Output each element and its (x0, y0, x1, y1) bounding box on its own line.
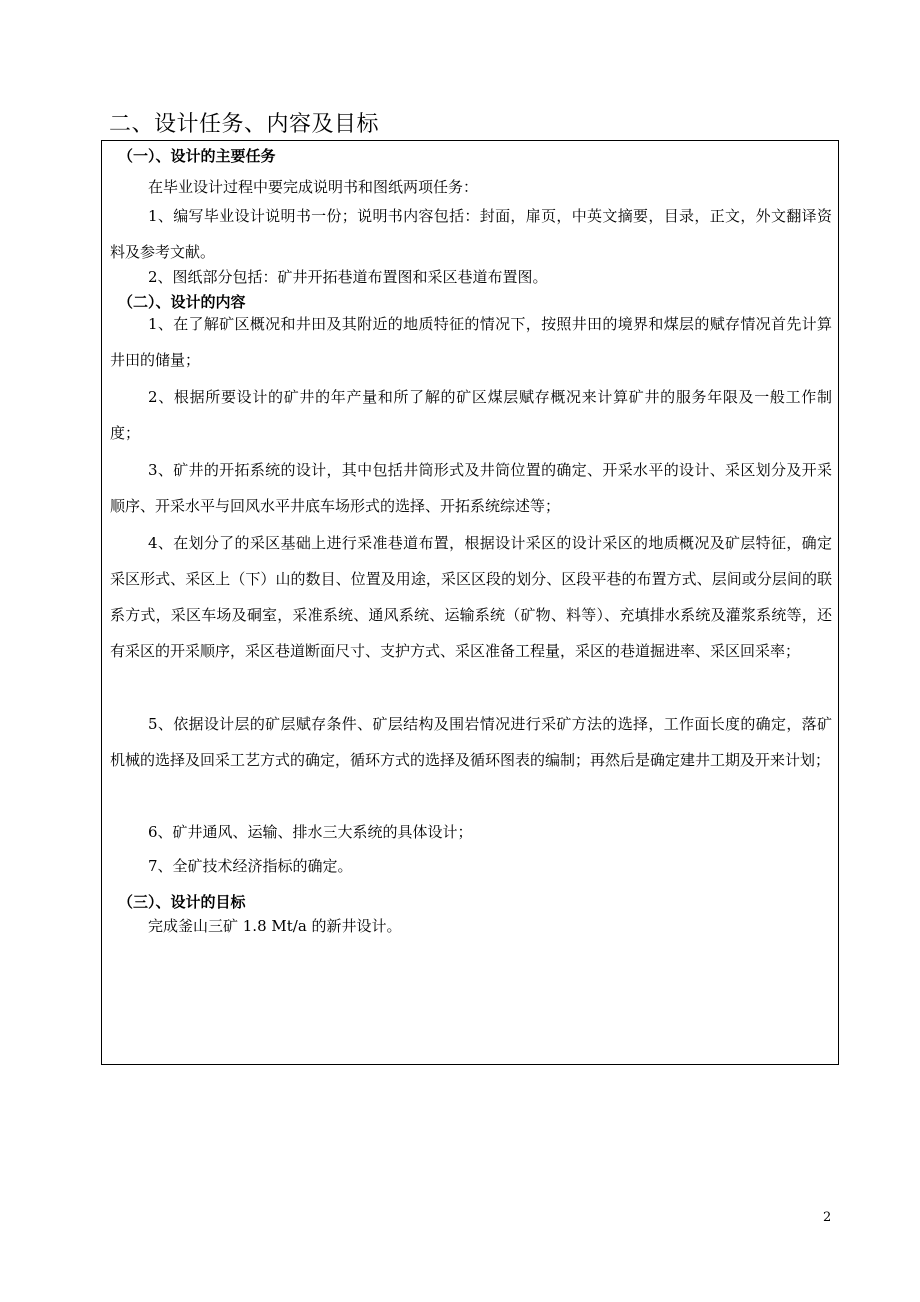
tasks-intro: 在毕业设计过程中要完成说明书和图纸两项任务： (148, 178, 479, 196)
goal-text: 完成釜山三矿 1.8 Mt/a 的新井设计。 (148, 917, 402, 935)
content-item-7: 7、全矿技术经济指标的确定。 (148, 857, 353, 875)
content-item-6: 6、矿井通风、运输、排水三大系统的具体设计； (148, 823, 473, 841)
content-box (101, 140, 839, 1065)
tasks-heading: （一）、设计的主要任务 (118, 147, 276, 165)
content-heading: （二）、设计的内容 (118, 293, 246, 311)
tasks-item-2: 2、图纸部分包括：矿井开拓巷道布置图和采区巷道布置图。 (148, 268, 548, 286)
content-item-4: 4、在划分了的采区基础上进行采准巷道布置，根据设计采区的设计采区的地质概况及矿层特征，确定采区形式、采区上（下）山的数目、位置及用途，采区区段的划分、区段平巷的布置方式、层间或分层间的联系方式，采区车场及硐室，采准系统、通风系统、运输系统（矿物、料等）、充填排水系统及灌浆系统等，还有采区的开采顺序，采区巷道断面尺寸、支护方式、采区准备工程量，采区的巷道掘进率、采区回采率； (110, 534, 832, 660)
content-item-5: 5、依据设计层的矿层赋存条件、矿层结构及围岩情况进行采矿方法的选择，工作面长度的确定，落矿机械的选择及回采工艺方式的确定，循环方式的选择及循环图表的编制；再然后是确定建井工期及开来计划； (110, 715, 832, 769)
tasks-item-1: 1、编写毕业设计说明书一份；说明书内容包括：封面，扉页，中英文摘要，目录，正文，外文翻译资料及参考文献。 (110, 207, 832, 261)
section-title: 二、设计任务、内容及目标 (109, 112, 380, 137)
content-item-3: 3、矿井的开拓系统的设计，其中包括井筒形式及井筒位置的确定、开采水平的设计、采区划分及开采顺序、开采水平与回风水平井底车场形式的选择、开拓系统综述等； (110, 461, 832, 515)
content-item-1: 1、在了解矿区概况和井田及其附近的地质特征的情况下，按照井田的境界和煤层的赋存情况首先计算井田的储量； (110, 315, 832, 369)
content-item-2: 2、根据所要设计的矿井的年产量和所了解的矿区煤层赋存概况来计算矿井的服务年限及一般工作制度； (110, 388, 832, 442)
goal-heading: （三）、设计的目标 (118, 893, 246, 911)
page-number: 2 (823, 1210, 832, 1225)
